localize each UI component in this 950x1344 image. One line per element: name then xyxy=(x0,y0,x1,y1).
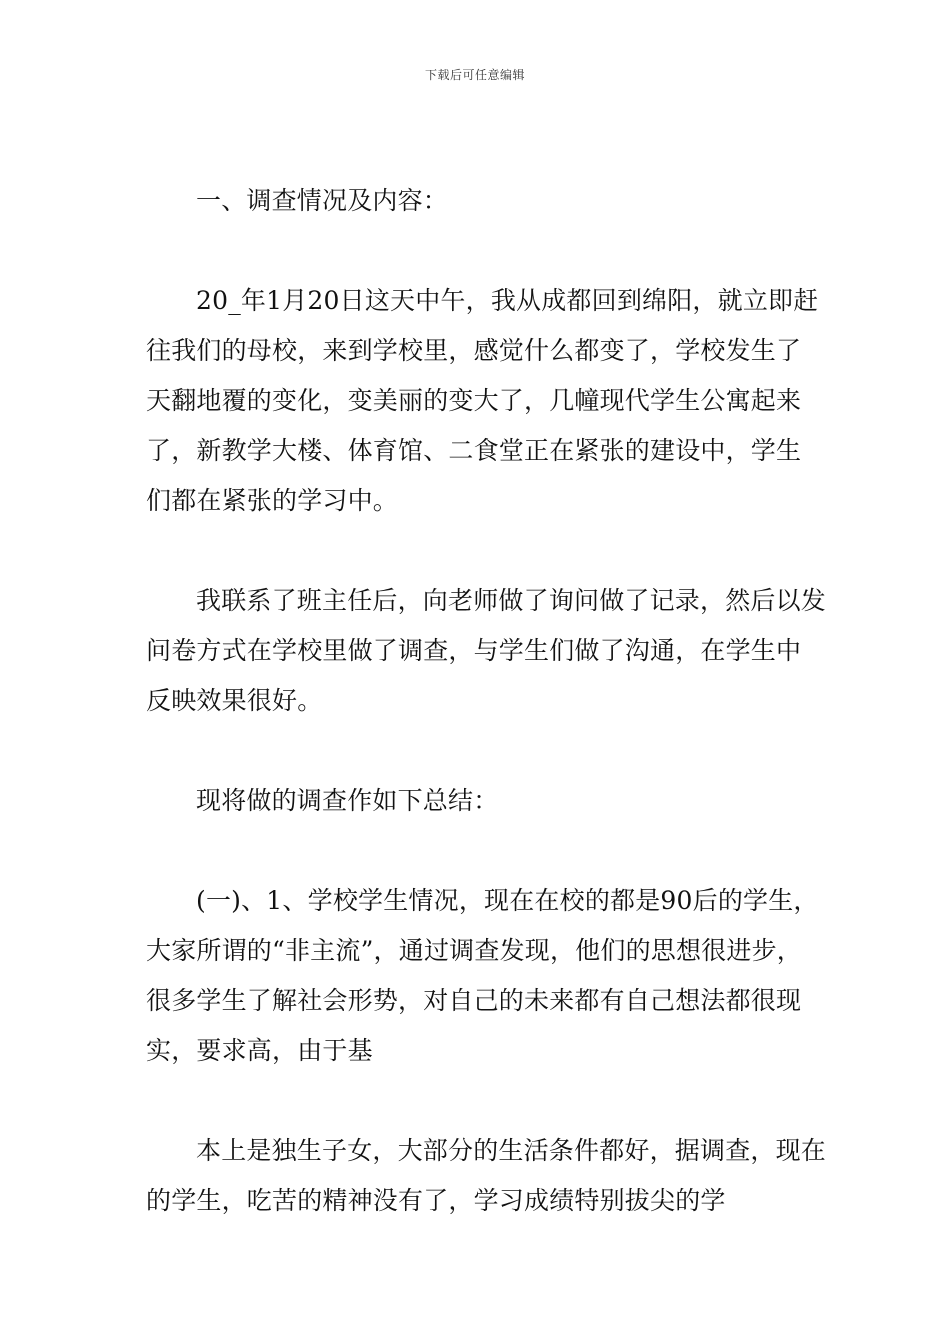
header-note: 下载后可任意编辑 xyxy=(424,68,525,82)
paragraph-2: 我联系了班主任后，向老师做了询问做了记录，然后以发问卷方式在学校里做了调查，与学生们做了沟通，在学生中反映效果很好。 xyxy=(146,586,827,715)
paragraph-3: 现将做的调查作如下总结： xyxy=(196,786,499,815)
document-body xyxy=(146,176,826,1226)
section-heading: 一、调查情况及内容： xyxy=(196,186,449,215)
paragraph-5: 本上是独生子女，大部分的生活条件都好，据调查，现在的学生，吃苦的精神没有了，学习成绩特别拔尖的学 xyxy=(146,1136,827,1215)
paragraph-1: 20_年1月20日这天中午，我从成都回到绵阳，就立即赶往我们的母校，来到学校里，感觉什么都变了，学校发生了天翻地覆的变化，变美丽的变大了，几幢现代学生公寓起来了，新教学大楼、体育馆、二食堂正在紧张的建设中，学生们都在紧张的学习中。 xyxy=(146,286,819,515)
paragraph-4: (一)、1、学校学生情况，现在在校的都是90后的学生，大家所谓的“非主流”，通过调查发现，他们的思想很进步，很多学生了解社会形势，对自己的未来都有自己想法都很现实，要求高，由于基 xyxy=(146,886,819,1065)
